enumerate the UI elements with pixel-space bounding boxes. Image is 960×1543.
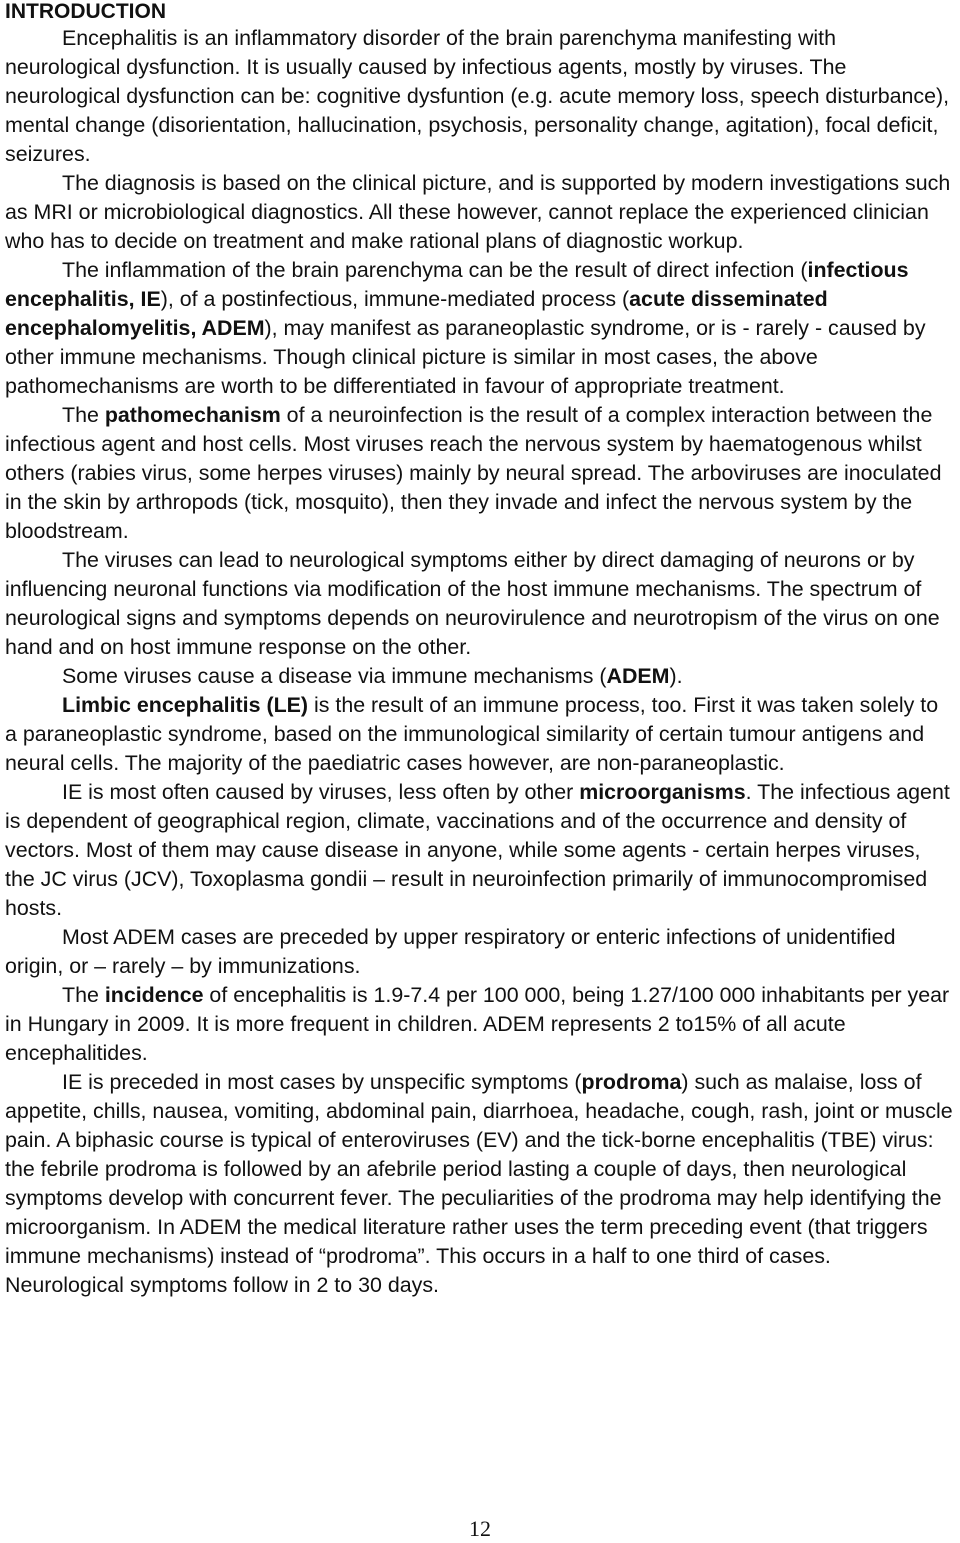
page-number: 12 [469,1516,491,1541]
paragraph [5,546,955,662]
paragraph [5,169,955,256]
bold-term: microorganisms [579,780,746,804]
text-run: ) such as malaise, loss of appetite, chills, nausea, vomiting, abdominal pain, diarrhoea, headache, cough, rash, joint or muscle pain. A biphasic course is typical of enteroviruses (EV) and the tick-borne encephalitis (TBE) virus: the febrile prodroma is followed by an afebrile period lasting a couple of days, then neurological symptoms develop with concurrent fever. The peculiarities of the prodroma may help identifying the microorganism. In ADEM the medical literature rather uses the term preceding event (that triggers immune mechanisms) instead of “prodroma”. This occurs in a half to one third of cases. Neurological symptoms follow in 2 to 30 days. [5,1070,953,1297]
bold-term: acute disseminated encephalomyelitis, ADEM [5,287,828,340]
paragraph [5,923,955,981]
text-run: The inflammation of the brain parenchyma can be the result of direct infection ( [62,258,808,282]
text-run: Encephalitis is an inflammatory disorder of the brain parenchyma manifesting with neurological dysfunction. It is usually caused by infectious agents, mostly by viruses. The neurological dysfunction can be: cognitive dysfuntion (e.g. acute memory loss, speech disturbance), mental change (disorientation, hallucination, psychosis, personality change, agitation), focal deficit, seizures. [5,26,950,166]
body-text [5,24,960,1300]
text-run: ), of a postinfectious, immune-mediated process ( [160,287,630,311]
text-run: ), may manifest as paraneoplastic syndrome, or is - rarely - caused by other immune mechanisms. Though clinical picture is similar in most cases, the above pathomechanisms are worth to be differentiated in favour of appropriate treatment. [5,316,926,398]
bold-term: prodroma [581,1070,682,1094]
bold-term: ADEM [606,664,670,688]
paragraph [5,1068,955,1300]
text-run: ). [669,664,683,688]
text-run: . The infectious agent is dependent of geographical region, climate, vaccinations and of the occurrence and density of vectors. Most of them may cause disease in anyone, while some agents - certain herpes viruses, the JC virus (JCV), Toxoplasma gondii – result in neuroinfection primarily of immunocompromised hosts. [5,780,950,920]
text-run: Some viruses cause a disease via immune mechanisms ( [62,664,607,688]
text-run: The [62,983,105,1007]
text-run: The viruses can lead to neurological symptoms either by direct damaging of neurons or by influencing neuronal functions via modification of the host immune mechanisms. The spectrum of neurological signs and symptoms depends on neurovirulence and neurotropism of the virus on one hand and on host immune response on the other. [5,548,940,659]
section-heading: INTRODUCTION [5,0,166,23]
paragraph [5,256,955,401]
bold-term: Limbic encephalitis (LE) [62,693,309,717]
text-run: The [62,403,105,427]
text-run: Most ADEM cases are preceded by upper respiratory or enteric infections of unidentified origin, or – rarely – by immunizations. [5,925,896,978]
bold-term: infectious encephalitis, IE [5,258,909,311]
paragraph [5,981,955,1068]
paragraph [5,401,955,546]
text-run: of a neuroinfection is the result of a complex interaction between the infectious agent and host cells. Most viruses reach the nervous system by haematogenous whilst others (rabies virus, some herpes viruses) mainly by neural spread. The arboviruses are inoculated in the skin by arthropods (tick, mosquito), then they invade and infect the nervous system by the bloodstream. [5,403,942,543]
paragraph [5,24,955,169]
paragraph [5,662,955,691]
bold-term: pathomechanism [104,403,281,427]
text-run: The diagnosis is based on the clinical picture, and is supported by modern investigations such as MRI or microbiological diagnostics. All these however, cannot replace the experienced clinician who has to decide on treatment and make rational plans of diagnostic workup. [5,171,951,253]
paragraph [5,778,955,923]
bold-term: incidence [104,983,204,1007]
text-run: IE is most often caused by viruses, less often by other [62,780,580,804]
paragraph [5,691,955,778]
text-run: IE is preceded in most cases by unspecific symptoms ( [62,1070,582,1094]
text-run: is the result of an immune process, too. First it was taken solely to a paraneoplastic syndrome, based on the immunological similarity of certain tumour antigens and neural cells. The majority of the paediatric cases however, are non-paraneoplastic. [5,693,939,775]
text-run: of encephalitis is 1.9-7.4 per 100 000, being 1.27/100 000 inhabitants per year in Hungary in 2009. It is more frequent in children. ADEM represents 2 to15% of all acute encephalitides. [5,983,950,1065]
